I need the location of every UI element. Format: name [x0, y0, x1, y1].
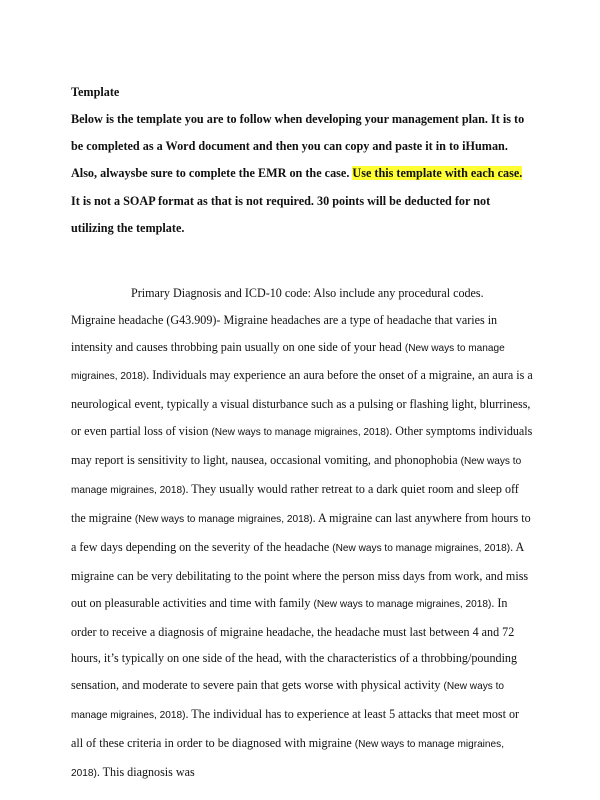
citation: (New ways to manage migraines, 2018) [134, 513, 313, 525]
citation: (New ways to manage migraines, 2018) [71, 681, 505, 722]
paragraph-text: . The individual has to experience at least 5 attacks that meet most or all of these criteria in order to be diagnosed with migraine [71, 707, 520, 751]
paragraph-text: . A migraine can be very debilitating to the point where the person miss days from work, and miss out on pleasurable activities and time with family [71, 539, 529, 610]
diagnosis-paragraph [71, 307, 534, 788]
citation: (New ways to manage migraines, 2018) [313, 598, 492, 610]
citation: (New ways to manage migraines, 2018) [211, 427, 390, 439]
highlighted-instruction: Use this template with each case. [352, 166, 523, 181]
instructions-text: Below is the template you are to follow when developing your management plan. It is to be completed as a Word document and then you can copy and paste it in to iHuman. Also, alwaysbe sure to complete the EMR on the case. [71, 112, 525, 181]
citation: (New ways to manage migraines, 2018) [71, 342, 505, 383]
template-instructions [71, 106, 534, 242]
paragraph-text: . They usually would rather retreat to a dark quiet room and sleep off the migraine [71, 482, 519, 525]
citation: (New ways to manage migraines, 2018) [71, 739, 505, 780]
citation: (New ways to manage migraines, 2018) [332, 542, 511, 554]
paragraph-spacer [71, 242, 534, 280]
citation: (New ways to manage migraines, 2018) [71, 456, 522, 497]
paragraph-text: Migraine headache (G43.909)- Migraine headaches are a type of headache that varies in intensity and causes throbbing pain usually on one side of your head [71, 312, 498, 354]
paragraph-text: . In order to receive a diagnosis of migraine headache, the headache must last between 4 and 72 hours, it’s typically on one side of the head, with the characteristics of a throbbing/pounding sensation, and moderate to severe pain that gets worse with physical activity [71, 595, 518, 693]
template-heading: Template [71, 85, 120, 99]
section-title: Primary Diagnosis and ICD-10 code: Also include any procedural codes. [131, 286, 484, 301]
paragraph-text: . A migraine can last anywhere from hours to a few days depending on the severity of the headache [71, 510, 531, 554]
paragraph-text: . This diagnosis was [96, 765, 195, 780]
paragraph-text: . Other symptoms individuals may report is sensitivity to light, nausea, occasional vomiting, and phonophobia [71, 424, 533, 468]
instructions-text-continued: It is not a SOAP format as that is not required. 30 points will be deducted for not utilizing the template. [71, 193, 491, 235]
paragraph-text: . Individuals may experience an aura before the onset of a migraine, an aura is a neurological event, typically a visual disturbance such as a pulsing or flashing light, blurriness, or even partial loss of vision [71, 368, 533, 439]
